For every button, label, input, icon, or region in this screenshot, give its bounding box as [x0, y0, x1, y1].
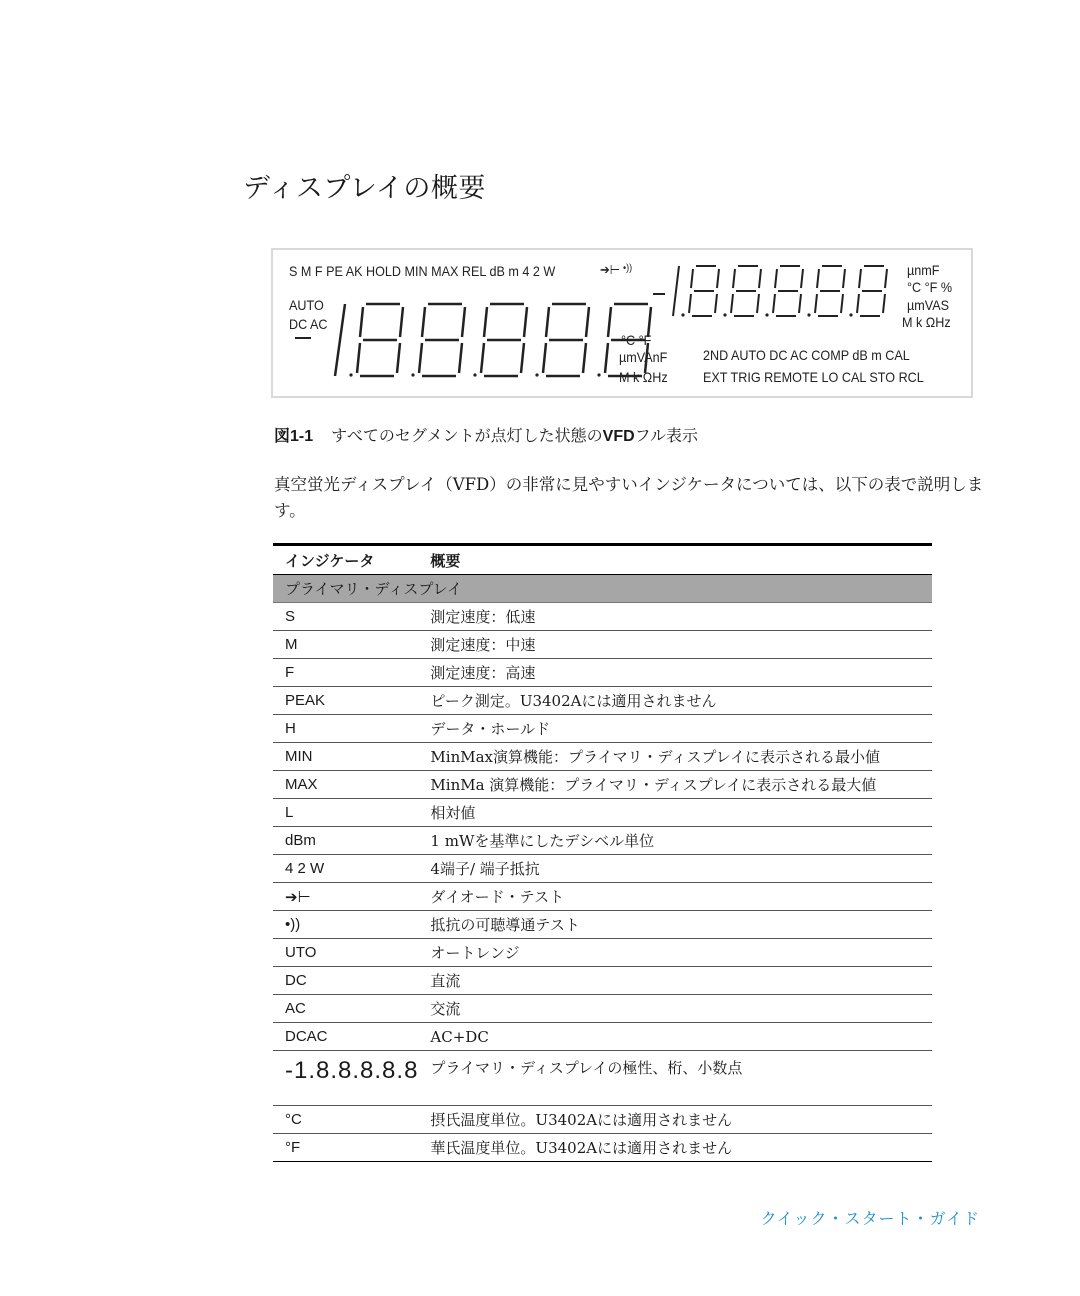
- description-cell: ピーク測定。U3402Aには適用されません: [418, 687, 932, 715]
- indicator-cell: dBm: [273, 827, 418, 855]
- secondary-digit: [731, 294, 733, 313]
- table-row: [273, 631, 932, 659]
- indicator-cell: L: [273, 799, 418, 827]
- primary-digit: [543, 343, 546, 373]
- table-row: [273, 855, 932, 883]
- description-cell: 4端子/ 端子抵抗: [418, 855, 932, 883]
- table-row: [273, 939, 932, 967]
- indicator-cell: •)): [273, 911, 418, 939]
- vfd-annunciators-row2: EXT TRIG REMOTE LO CAL STO RCL: [703, 369, 924, 385]
- description-cell: 測定速度：中速: [418, 631, 932, 659]
- vfd-secondary-units-3: µmVAS: [907, 297, 950, 313]
- primary-digit: [521, 343, 524, 373]
- table-row: [273, 771, 932, 799]
- page-title: ディスプレイの概要: [243, 173, 486, 204]
- indicator-table: [273, 543, 932, 1162]
- table-row: [273, 995, 932, 1023]
- secondary-digit: [815, 294, 817, 313]
- vfd-primary-units-2: M k ΩHz: [619, 369, 668, 385]
- secondary-digit: [691, 269, 693, 288]
- indicator-cell: M: [273, 631, 418, 659]
- indicator-cell: ➔⊢: [273, 883, 418, 911]
- table-row: [273, 799, 932, 827]
- secondary-digit: [775, 269, 777, 288]
- description-cell: MinMa 演算機能：プライマリ・ディスプレイに表示される最大値: [418, 771, 932, 799]
- indicator-cell: H: [273, 715, 418, 743]
- vfd-annunciators-row1: 2ND AUTO DC AC COMP dB m CAL: [703, 347, 910, 363]
- primary-digit: [524, 307, 527, 337]
- table-row: [273, 1134, 932, 1162]
- figure-number: 図1-1: [274, 428, 314, 445]
- indicator-cell: MIN: [273, 743, 418, 771]
- continuity-icon: •)): [623, 263, 633, 274]
- primary-digit: [608, 307, 611, 337]
- primary-digit: [419, 343, 422, 373]
- vfd-display-figure: [271, 248, 973, 398]
- caption-vfd: VFD: [602, 428, 635, 445]
- table-row: [273, 1023, 932, 1051]
- indicator-cell: -1.8.8.8.8.8: [273, 1051, 418, 1106]
- secondary-digit-dp: [807, 313, 810, 316]
- description-cell: オートレンジ: [418, 939, 932, 967]
- table-row: [273, 1051, 932, 1106]
- vfd-primary-units: µmVAnF: [619, 349, 668, 365]
- caption-text-2: フル表示: [634, 426, 699, 445]
- indicator-cell: S: [273, 603, 418, 631]
- secondary-digit: [689, 294, 691, 313]
- section-row: [273, 575, 932, 603]
- indicator-cell: DCAC: [273, 1023, 418, 1051]
- table-row: [273, 715, 932, 743]
- indicator-cell: DC: [273, 967, 418, 995]
- primary-digit: [459, 343, 462, 373]
- primary-digit: [586, 307, 589, 337]
- table-row: [273, 1106, 932, 1134]
- table-row: [273, 659, 932, 687]
- indicator-cell: °C: [273, 1106, 418, 1134]
- table-row: [273, 743, 932, 771]
- indicator-cell: 4 2 W: [273, 855, 418, 883]
- vfd-secondary-units-4: M k ΩHz: [902, 314, 951, 330]
- description-cell: 測定速度：高速: [418, 659, 932, 687]
- secondary-digit: [817, 269, 819, 288]
- description-cell: 相対値: [418, 799, 932, 827]
- secondary-digit: [717, 269, 719, 288]
- table-row: [273, 967, 932, 995]
- vfd-dc-ac: DC AC: [289, 316, 328, 332]
- primary-digit: [481, 343, 484, 373]
- diode-icon: ➔⊢: [600, 262, 620, 277]
- secondary-digit: [883, 294, 885, 313]
- primary-digit-dp: [597, 373, 600, 376]
- indicator-cell: UTO: [273, 939, 418, 967]
- secondary-digit-dp: [849, 313, 852, 316]
- header-summary: 概要: [418, 545, 932, 575]
- secondary-digit: [757, 294, 759, 313]
- primary-digit-dp: [411, 373, 414, 376]
- secondary-digit: [859, 269, 861, 288]
- primary-digit: [546, 307, 549, 337]
- caption-text-1: すべてのセグメントが点灯した状態の: [331, 426, 603, 445]
- secondary-digit-dp: [681, 313, 684, 316]
- indicator-cell: AC: [273, 995, 418, 1023]
- primary-digit: [462, 307, 465, 337]
- primary-digit: [397, 343, 400, 373]
- vfd-secondary-units-2: °C °F %: [907, 279, 953, 295]
- table-row: [273, 687, 932, 715]
- header-indicator: インジケータ: [273, 545, 418, 575]
- vfd-auto: AUTO: [289, 297, 324, 313]
- vfd-primary-temp-units: °C °F: [621, 332, 652, 348]
- primary-digit: [422, 307, 425, 337]
- table-row: [273, 827, 932, 855]
- intro-paragraph: 真空蛍光ディスプレイ（VFD）の非常に見やすいインジケータについては、以下の表で説明します。: [274, 475, 984, 520]
- vfd-secondary-units-1: µnmF: [907, 262, 940, 278]
- description-cell: 抵抗の可聴導通テスト: [418, 911, 932, 939]
- secondary-digit: [799, 294, 801, 313]
- primary-digit: [400, 307, 403, 337]
- description-cell: 華氏温度単位。U3402Aには適用されません: [418, 1134, 932, 1162]
- section-primary-display: プライマリ・ディスプレイ: [273, 575, 932, 603]
- secondary-digit-dp: [723, 313, 726, 316]
- description-cell: 摂氏温度単位。U3402Aには適用されません: [418, 1106, 932, 1134]
- secondary-digit: [773, 294, 775, 313]
- secondary-digit: [841, 294, 843, 313]
- description-cell: ダイオード・テスト: [418, 883, 932, 911]
- primary-digit: [583, 343, 586, 373]
- primary-digit: [360, 307, 363, 337]
- secondary-digit-dp: [765, 313, 768, 316]
- indicator-cell: MAX: [273, 771, 418, 799]
- description-cell: 1 mWを基準にしたデシベル単位: [418, 827, 932, 855]
- secondary-digit: [801, 269, 803, 288]
- description-cell: 直流: [418, 967, 932, 995]
- primary-digit: [605, 343, 608, 373]
- primary-digit-dp: [349, 373, 352, 376]
- description-cell: データ・ホールド: [418, 715, 932, 743]
- description-cell: プライマリ・ディスプレイの極性、桁、小数点: [418, 1051, 932, 1106]
- indicator-cell: PEAK: [273, 687, 418, 715]
- primary-digit: [357, 343, 360, 373]
- table-header-row: [273, 545, 932, 575]
- indicator-cell: °F: [273, 1134, 418, 1162]
- footer-guide-title: クイック・スタート・ガイド: [760, 1209, 980, 1228]
- description-cell: AC+DC: [418, 1023, 932, 1051]
- table-row: [273, 911, 932, 939]
- primary-digit: [484, 307, 487, 337]
- secondary-digit: [857, 294, 859, 313]
- secondary-digit: [885, 269, 887, 288]
- secondary-digit: [843, 269, 845, 288]
- description-cell: 測定速度：低速: [418, 603, 932, 631]
- secondary-digit: [759, 269, 761, 288]
- primary-leading-one: [335, 304, 345, 376]
- indicator-cell: F: [273, 659, 418, 687]
- secondary-digit: [715, 294, 717, 313]
- secondary-digit: [733, 269, 735, 288]
- primary-digit-dp: [473, 373, 476, 376]
- primary-digit-dp: [535, 373, 538, 376]
- table-row: [273, 603, 932, 631]
- figure-caption: [274, 423, 698, 446]
- secondary-leading-one: [673, 266, 679, 316]
- vfd-top-indicators: S M F PE AK HOLD MIN MAX REL dB m 4 2 W: [289, 263, 556, 279]
- description-cell: 交流: [418, 995, 932, 1023]
- table-row: [273, 883, 932, 911]
- description-cell: MinMax演算機能：プライマリ・ディスプレイに表示される最小値: [418, 743, 932, 771]
